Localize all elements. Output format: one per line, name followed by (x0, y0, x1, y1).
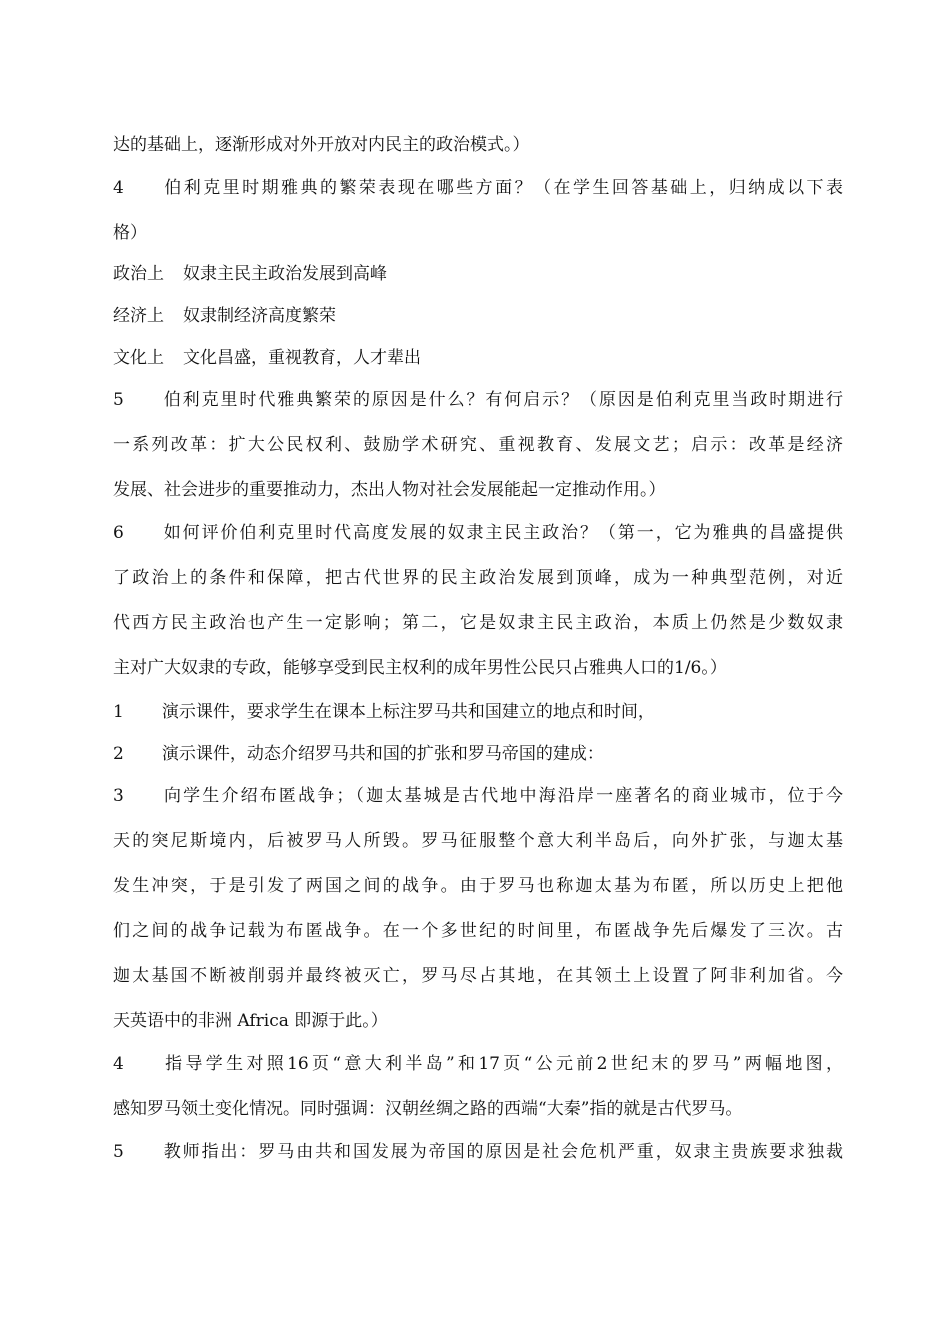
table-row (113, 304, 843, 328)
paragraph-line (113, 919, 843, 943)
line-text: 向学生介绍布匿战争；（迦太基城是古代地中海沿岸一座著名的商业城市，位于今 (161, 786, 843, 806)
item-number: 5 (113, 390, 124, 410)
line-text: 伯利克里时代雅典繁荣的原因是什么？有何启示？（原因是伯利克里当政时期进行 (161, 390, 843, 410)
line-text: 一系列改革：扩大公民权利、鼓励学术研究、重视教育、发展文艺；启示：改革是经济 (113, 435, 843, 455)
item-number: 6 (113, 523, 124, 543)
paragraph-line (113, 433, 843, 457)
numbered-item-line (113, 388, 843, 412)
paragraph-line (113, 221, 843, 245)
numbered-item-line (113, 784, 843, 808)
line-text: 发生冲突，于是引发了两国之间的战争。由于罗马也称迦太基为布匿，所以历史上把他 (113, 876, 843, 896)
line-text: 代西方民主政治也产生一定影响；第二，它是奴隶主民主政治，本质上仍然是少数奴隶 (113, 613, 843, 633)
paragraph-line (113, 566, 843, 590)
row-label: 文化上 (113, 348, 164, 368)
line-text: 发展、社会进步的重要推动力，杰出人物对社会发展能起一定推动作用。） (113, 480, 666, 500)
paragraph-line (113, 874, 843, 898)
paragraph-line (113, 829, 843, 853)
table-row (113, 262, 843, 286)
paragraph-line (113, 478, 843, 502)
line-text: 天的突尼斯境内，后被罗马人所毁。罗马征服整个意大利半岛后，向外扩张，与迦太基 (113, 831, 843, 851)
paragraph-line (113, 611, 843, 635)
line-text: 迦太基国不断被削弱并最终被灭亡，罗马尽占其地，在其领土上设置了阿非利加省。今 (113, 966, 843, 986)
item-number: 2 (113, 744, 124, 764)
line-text: 天英语中的非洲 Africa 即源于此。） (113, 1011, 388, 1031)
line-text: 如何评价伯利克里时代高度发展的奴隶主民主政治？（第一，它为雅典的昌盛提供 (161, 523, 843, 543)
line-text: 达的基础上，逐渐形成对外开放对内民主的政治模式。） (113, 135, 530, 155)
numbered-item-line (113, 521, 843, 545)
paragraph-line (113, 964, 843, 988)
row-label: 政治上 (113, 264, 164, 284)
line-text: 伯利克里时期雅典的繁荣表现在哪些方面？（在学生回答基础上，归纳成以下表 (161, 178, 843, 198)
line-text: 教师指出：罗马由共和国发展为帝国的原因是社会危机严重，奴隶主贵族要求独裁 (161, 1142, 843, 1162)
paragraph-line (113, 1097, 843, 1121)
line-text: 了政治上的条件和保障，把古代世界的民主政治发展到顶峰，成为一种典型范例，对近 (113, 568, 843, 588)
row-value: 奴隶主民主政治发展到高峰 (183, 264, 387, 284)
line-text: 感知罗马领土变化情况。同时强调：汉朝丝绸之路的西端“大秦”指的就是古代罗马。 (113, 1099, 743, 1119)
item-number: 5 (113, 1142, 124, 1162)
line-text: 指导学生对照16页“意大利半岛”和17页“公元前2世纪末的罗马”两幅地图， (161, 1054, 843, 1074)
item-number: 4 (113, 1054, 124, 1074)
numbered-item-line (113, 742, 843, 766)
row-value: 奴隶制经济高度繁荣 (183, 306, 336, 326)
numbered-item-line (113, 1052, 843, 1076)
line-text: 们之间的战争记载为布匿战争。在一个多世纪的时间里，布匿战争先后爆发了三次。古 (113, 921, 843, 941)
line-text: 格） (113, 223, 147, 243)
numbered-item-line (113, 700, 843, 724)
line-text: 演示课件，动态介绍罗马共和国的扩张和罗马帝国的建成： (161, 744, 604, 764)
paragraph-line (113, 656, 843, 680)
numbered-item-line (113, 176, 843, 200)
line-text: 主对广大奴隶的专政，能够享受到民主权利的成年男性公民只占雅典人口的1/6。） (113, 658, 727, 678)
paragraph-line (113, 133, 843, 157)
row-label: 经济上 (113, 306, 164, 326)
table-row (113, 346, 843, 370)
paragraph-line (113, 1009, 843, 1033)
item-number: 1 (113, 702, 124, 722)
numbered-item-line (113, 1140, 843, 1164)
item-number: 3 (113, 786, 124, 806)
line-text: 演示课件，要求学生在课本上标注罗马共和国建立的地点和时间， (161, 702, 655, 722)
row-value: 文化昌盛，重视教育，人才辈出 (183, 348, 421, 368)
item-number: 4 (113, 178, 124, 198)
